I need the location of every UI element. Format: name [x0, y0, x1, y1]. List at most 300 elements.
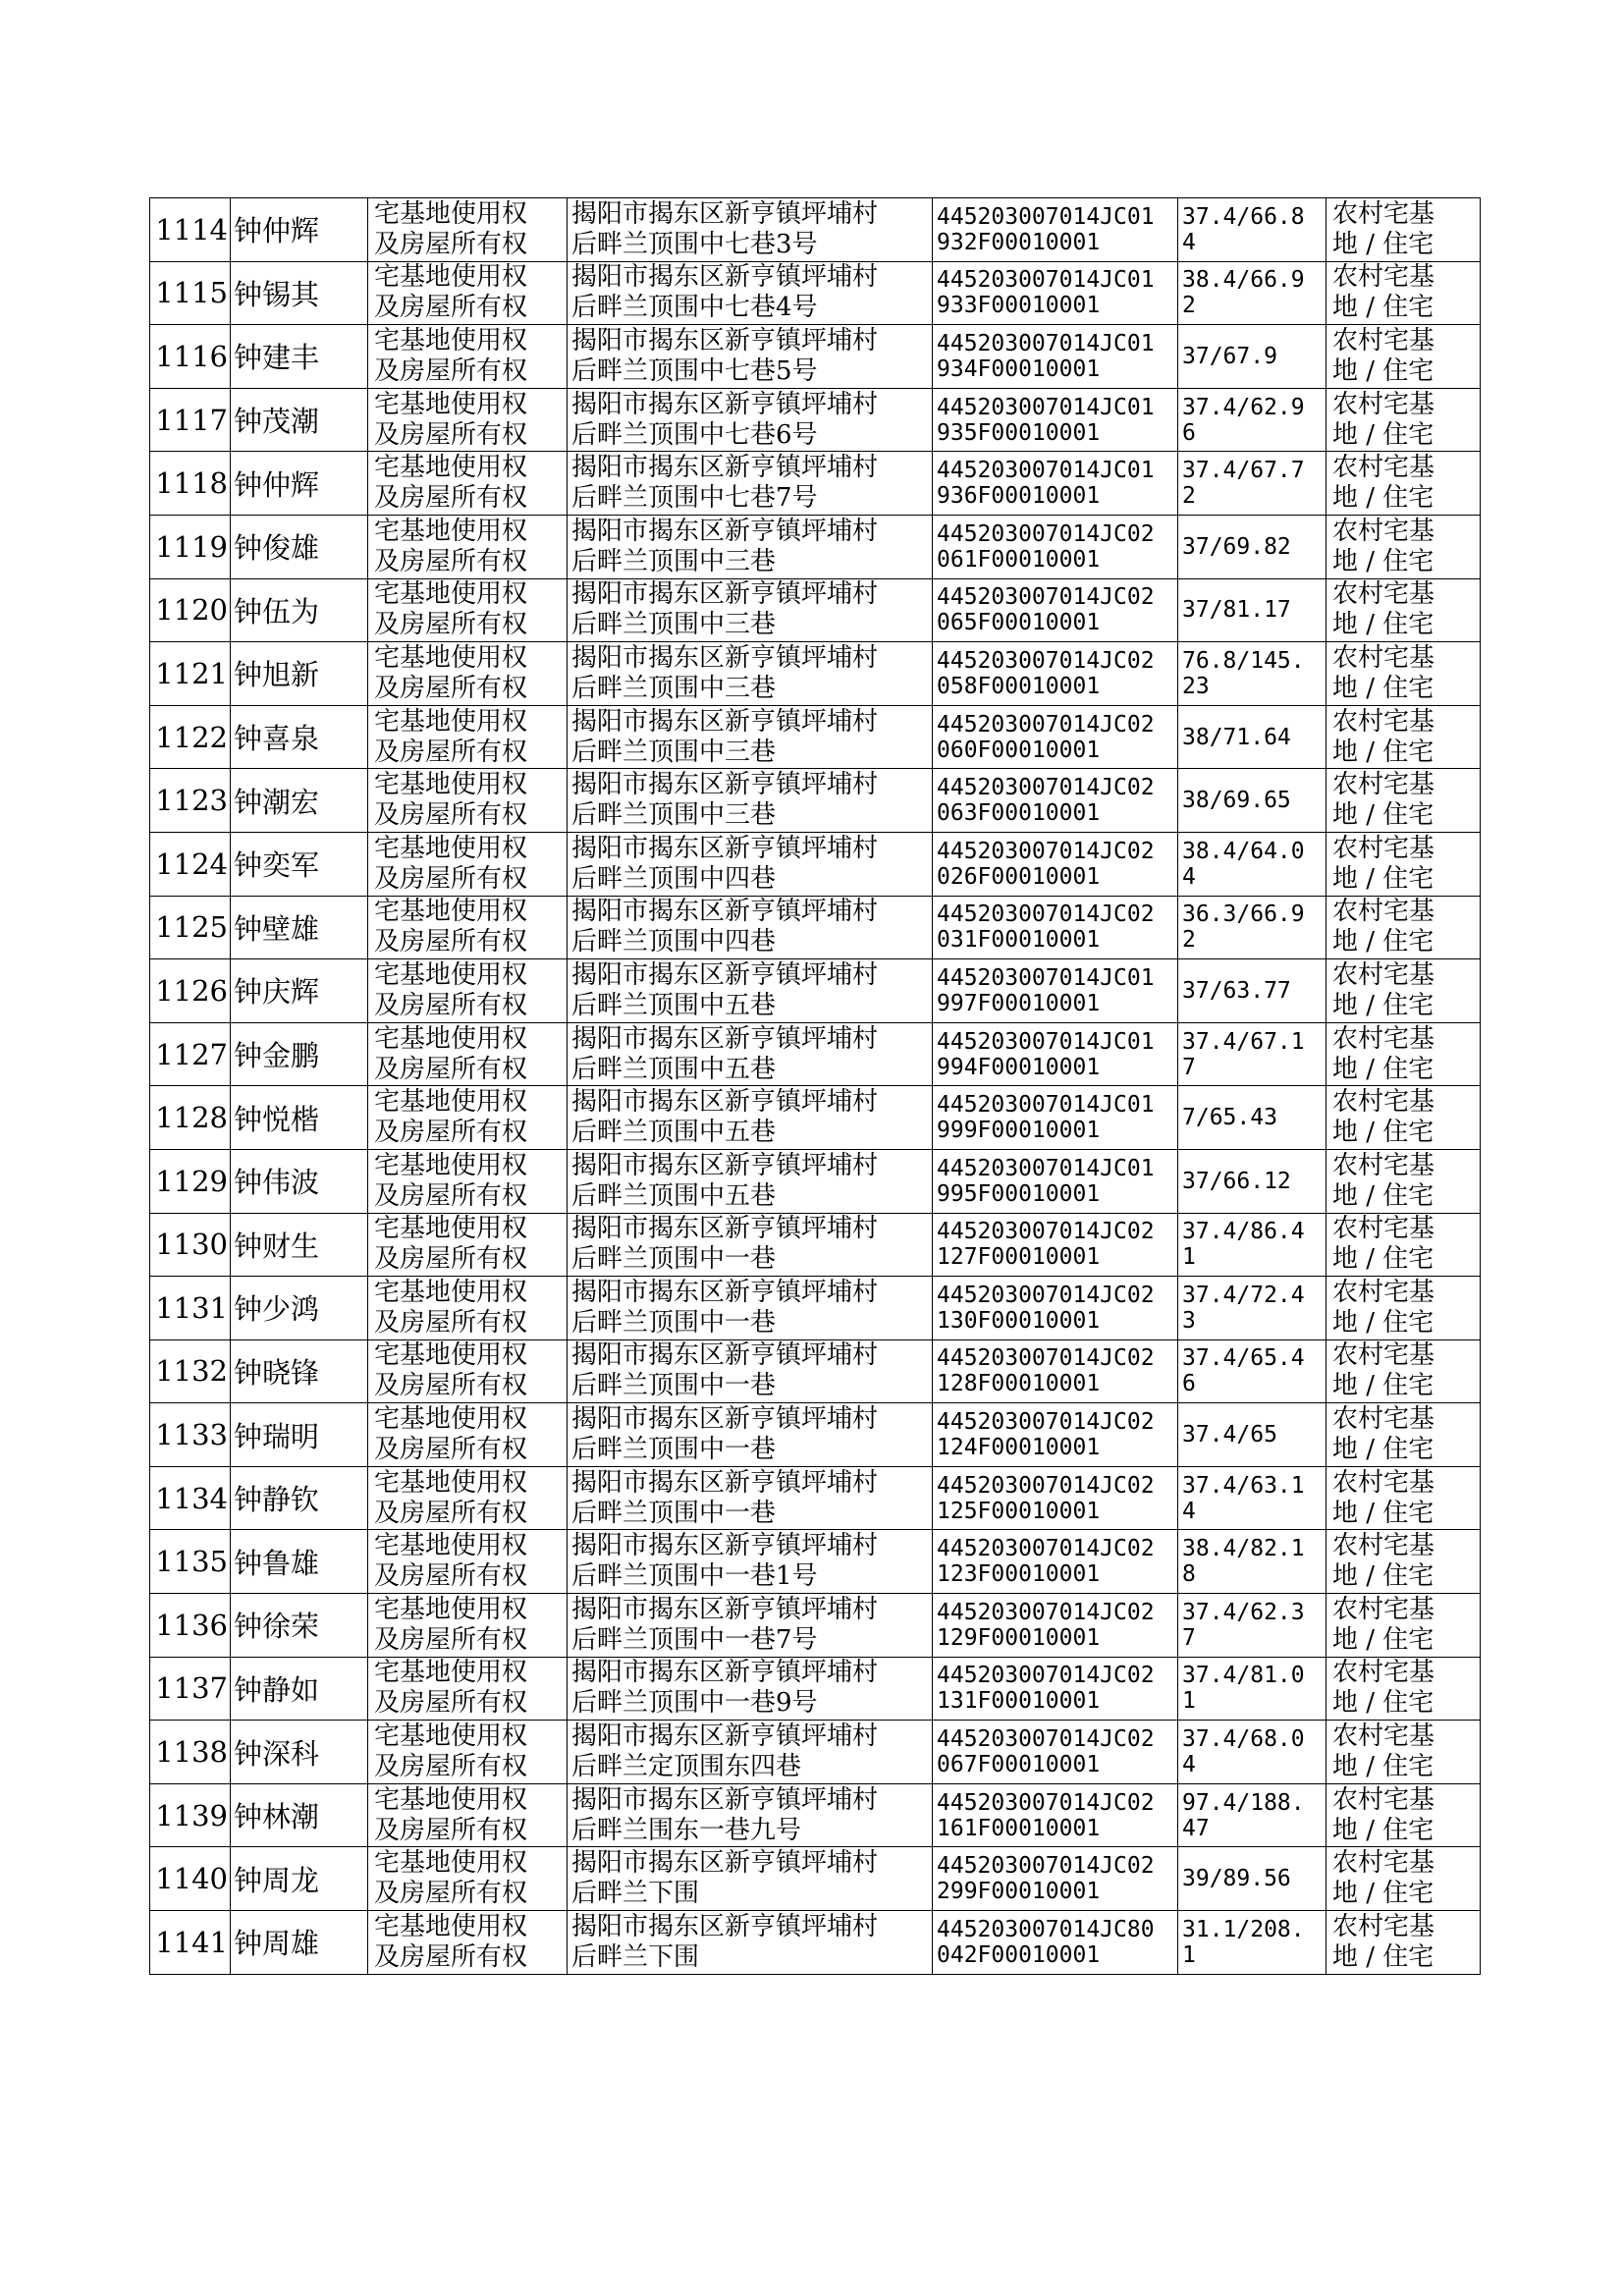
owner-name: 钟林潮 [231, 1783, 368, 1847]
right-type-line: 宅基地使用权 [374, 1911, 528, 1941]
area-cell [1178, 325, 1326, 389]
address-line: 后畔兰顶围中一巷 [571, 1498, 777, 1528]
right-type-line: 及房屋所有权 [374, 610, 528, 640]
address-line: 后畔兰顶围中七巷5号 [571, 355, 818, 386]
unit-number-line: 445203007014JC02 [937, 1599, 1155, 1625]
unit-number-line: 031F00010001 [937, 927, 1101, 954]
unit-number-cell [933, 896, 1178, 959]
address-line: 揭阳市揭东区新亨镇坪埔村 [571, 1087, 879, 1118]
table-row [150, 642, 1481, 706]
area-line: 2 [1182, 483, 1196, 510]
right-type-line: 宅基地使用权 [374, 1658, 528, 1688]
unit-number-cell [933, 1721, 1178, 1784]
address-line: 揭阳市揭东区新亨镇坪埔村 [571, 1023, 879, 1054]
right-type-line: 宅基地使用权 [374, 1721, 528, 1752]
right-type-line: 及房屋所有权 [374, 673, 528, 703]
row-number: 1140 [150, 1847, 231, 1911]
area-line: 39/89.56 [1182, 1866, 1291, 1892]
area-line: 38.4/66.9 [1182, 267, 1305, 294]
right-type-line: 宅基地使用权 [374, 1214, 528, 1244]
right-type-line: 宅基地使用权 [374, 325, 528, 355]
land-use-cell [1326, 1213, 1481, 1277]
address-cell [568, 1911, 933, 1975]
address-cell [568, 1530, 933, 1594]
table-row [150, 769, 1481, 833]
table-row [150, 1847, 1481, 1911]
area-line: 37.4/63.1 [1182, 1472, 1305, 1499]
address-cell [568, 1339, 933, 1403]
land-use-line: 农村宅基 [1332, 959, 1435, 990]
unit-number-line: 058F00010001 [937, 673, 1101, 699]
right-type-cell [368, 578, 568, 642]
land-use-line: 农村宅基 [1332, 1784, 1435, 1815]
area-cell [1178, 1403, 1326, 1467]
owner-name: 钟俊雄 [231, 515, 368, 578]
land-use-cell [1326, 1783, 1481, 1847]
land-use-line: 地 / 住宅 [1332, 419, 1435, 450]
unit-number-cell [933, 832, 1178, 896]
address-cell [568, 1466, 933, 1530]
address-line: 后畔兰顶围中一巷 [571, 1371, 777, 1401]
owner-name: 钟锡其 [231, 261, 368, 325]
row-number: 1126 [150, 959, 231, 1023]
table-row [150, 261, 1481, 325]
land-use-line: 农村宅基 [1332, 1404, 1435, 1435]
area-cell [1178, 896, 1326, 959]
address-line: 后畔兰顶围中五巷 [571, 1054, 777, 1084]
address-line: 后畔兰顶围中三巷 [571, 546, 777, 576]
unit-number-cell [933, 1847, 1178, 1911]
right-type-cell [368, 325, 568, 389]
area-line: 7/65.43 [1182, 1105, 1277, 1131]
unit-number-line: 445203007014JC02 [937, 1282, 1155, 1308]
right-type-line: 宅基地使用权 [374, 262, 528, 293]
right-type-line: 及房屋所有权 [374, 1435, 528, 1465]
unit-number-line: 999F00010001 [937, 1118, 1101, 1144]
area-cell [1178, 1277, 1326, 1340]
unit-number-line: 445203007014JC02 [937, 1472, 1155, 1499]
row-number: 1130 [150, 1213, 231, 1277]
address-cell [568, 705, 933, 769]
address-line: 后畔兰定顶围东四巷 [571, 1752, 802, 1782]
right-type-line: 宅基地使用权 [374, 706, 528, 737]
address-cell [568, 769, 933, 833]
address-cell [568, 1403, 933, 1467]
right-type-line: 宅基地使用权 [374, 959, 528, 990]
owner-name: 钟瑞明 [231, 1403, 368, 1467]
table-row [150, 832, 1481, 896]
land-use-line: 地 / 住宅 [1332, 1879, 1435, 1909]
unit-number-line: 445203007014JC02 [937, 1536, 1155, 1562]
unit-number-line: 445203007014JC02 [937, 902, 1155, 928]
right-type-line: 及房屋所有权 [374, 1054, 528, 1084]
right-type-cell [368, 705, 568, 769]
land-use-line: 地 / 住宅 [1332, 1180, 1435, 1211]
address-line: 揭阳市揭东区新亨镇坪埔村 [571, 642, 879, 673]
area-line: 7 [1182, 1624, 1196, 1651]
right-type-cell [368, 1149, 568, 1213]
right-type-cell [368, 1721, 568, 1784]
area-line: 36.3/66.9 [1182, 902, 1305, 928]
owner-name: 钟悦楷 [231, 1086, 368, 1150]
table-row [150, 578, 1481, 642]
unit-number-line: 299F00010001 [937, 1879, 1101, 1905]
owner-name: 钟伟波 [231, 1149, 368, 1213]
area-line: 37/63.77 [1182, 977, 1291, 1004]
unit-number-cell [933, 959, 1178, 1023]
land-use-cell [1326, 578, 1481, 642]
address-cell [568, 1149, 933, 1213]
area-cell [1178, 515, 1326, 578]
area-line: 37.4/65.4 [1182, 1345, 1305, 1372]
address-cell [568, 1022, 933, 1086]
owner-name: 钟周龙 [231, 1847, 368, 1911]
land-use-line: 地 / 住宅 [1332, 610, 1435, 640]
table-row [150, 896, 1481, 959]
right-type-line: 及房屋所有权 [374, 990, 528, 1020]
land-use-line: 农村宅基 [1332, 516, 1435, 546]
right-type-line: 宅基地使用权 [374, 453, 528, 483]
address-cell [568, 388, 933, 452]
area-line: 1 [1182, 1688, 1196, 1715]
right-type-cell [368, 1657, 568, 1721]
address-line: 后畔兰顶围中三巷 [571, 737, 777, 767]
right-type-line: 及房屋所有权 [374, 737, 528, 767]
area-cell [1178, 1339, 1326, 1403]
area-cell [1178, 1022, 1326, 1086]
right-type-line: 宅基地使用权 [374, 1087, 528, 1118]
row-number: 1137 [150, 1657, 231, 1721]
unit-number-cell [933, 388, 1178, 452]
area-cell [1178, 452, 1326, 516]
right-type-cell [368, 1466, 568, 1530]
address-cell [568, 325, 933, 389]
unit-number-line: 445203007014JC02 [937, 1409, 1155, 1436]
unit-number-cell [933, 1530, 1178, 1594]
land-use-line: 地 / 住宅 [1332, 1054, 1435, 1084]
unit-number-line: 445203007014JC02 [937, 1345, 1155, 1372]
address-line: 后畔兰顶围中七巷7号 [571, 483, 818, 514]
unit-number-line: 445203007014JC01 [937, 1155, 1155, 1181]
right-type-cell [368, 1530, 568, 1594]
land-use-cell [1326, 1149, 1481, 1213]
right-type-line: 及房屋所有权 [374, 1244, 528, 1275]
address-cell [568, 578, 933, 642]
right-type-line: 宅基地使用权 [374, 1277, 528, 1307]
owner-name: 钟奕军 [231, 832, 368, 896]
row-number: 1125 [150, 896, 231, 959]
row-number: 1136 [150, 1594, 231, 1658]
right-type-cell [368, 1022, 568, 1086]
table-row [150, 959, 1481, 1023]
area-cell [1178, 705, 1326, 769]
land-use-line: 农村宅基 [1332, 1721, 1435, 1752]
right-type-line: 宅基地使用权 [374, 516, 528, 546]
area-cell [1178, 578, 1326, 642]
address-line: 揭阳市揭东区新亨镇坪埔村 [571, 1848, 879, 1879]
land-use-line: 农村宅基 [1332, 1848, 1435, 1879]
right-type-line: 宅基地使用权 [374, 897, 528, 927]
unit-number-line: 131F00010001 [937, 1688, 1101, 1715]
area-cell [1178, 1721, 1326, 1784]
owner-name: 钟茂潮 [231, 388, 368, 452]
land-use-line: 地 / 住宅 [1332, 293, 1435, 323]
unit-number-line: 042F00010001 [937, 1941, 1101, 1968]
address-line: 后畔兰顶围中一巷 [571, 1244, 777, 1275]
unit-number-line: 445203007014JC02 [937, 775, 1155, 801]
right-type-cell [368, 1783, 568, 1847]
address-line: 后畔兰顶围中四巷 [571, 927, 777, 957]
land-use-line: 地 / 住宅 [1332, 546, 1435, 576]
right-type-cell [368, 198, 568, 262]
unit-number-line: 997F00010001 [937, 990, 1101, 1016]
unit-number-cell [933, 578, 1178, 642]
land-use-line: 农村宅基 [1332, 706, 1435, 737]
owner-name: 钟周雄 [231, 1911, 368, 1975]
address-line: 揭阳市揭东区新亨镇坪埔村 [571, 1658, 879, 1688]
unit-number-cell [933, 325, 1178, 389]
unit-number-line: 933F00010001 [937, 293, 1101, 319]
row-number: 1134 [150, 1466, 231, 1530]
address-line: 揭阳市揭东区新亨镇坪埔村 [571, 1340, 879, 1371]
unit-number-line: 445203007014JC01 [937, 203, 1155, 230]
address-line: 揭阳市揭东区新亨镇坪埔村 [571, 262, 879, 293]
address-line: 后畔兰顶围中五巷 [571, 990, 777, 1020]
area-line: 37.4/68.0 [1182, 1726, 1305, 1753]
row-number: 1114 [150, 198, 231, 262]
unit-number-line: 445203007014JC02 [937, 711, 1155, 738]
right-type-line: 及房屋所有权 [374, 546, 528, 576]
right-type-line: 宅基地使用权 [374, 642, 528, 673]
right-type-line: 及房屋所有权 [374, 1118, 528, 1148]
table-row [150, 1530, 1481, 1594]
row-number: 1132 [150, 1339, 231, 1403]
unit-number-line: 026F00010001 [937, 863, 1101, 890]
area-line: 6 [1182, 1371, 1196, 1397]
unit-number-cell [933, 1022, 1178, 1086]
land-use-cell [1326, 642, 1481, 706]
address-line: 后畔兰顶围中七巷4号 [571, 293, 818, 323]
right-type-cell [368, 1403, 568, 1467]
unit-number-line: 934F00010001 [937, 355, 1101, 382]
right-type-cell [368, 1911, 568, 1975]
unit-number-cell [933, 198, 1178, 262]
unit-number-line: 128F00010001 [937, 1371, 1101, 1397]
address-cell [568, 1213, 933, 1277]
table-row [150, 1022, 1481, 1086]
right-type-line: 及房屋所有权 [374, 1371, 528, 1401]
area-line: 37/81.17 [1182, 597, 1291, 624]
table-row [150, 325, 1481, 389]
owner-name: 钟少鸿 [231, 1277, 368, 1340]
right-type-cell [368, 515, 568, 578]
table-row [150, 1657, 1481, 1721]
right-type-cell [368, 832, 568, 896]
area-line: 2 [1182, 927, 1196, 954]
address-cell [568, 1847, 933, 1911]
land-use-line: 农村宅基 [1332, 325, 1435, 355]
area-line: 38.4/64.0 [1182, 838, 1305, 864]
land-use-line: 地 / 住宅 [1332, 1941, 1435, 1972]
land-use-line: 农村宅基 [1332, 262, 1435, 293]
land-use-cell [1326, 1277, 1481, 1340]
address-cell [568, 1721, 933, 1784]
address-cell [568, 1783, 933, 1847]
land-use-line: 地 / 住宅 [1332, 800, 1435, 831]
unit-number-cell [933, 1086, 1178, 1150]
land-use-cell [1326, 1403, 1481, 1467]
unit-number-cell [933, 1657, 1178, 1721]
unit-number-line: 445203007014JC02 [937, 1663, 1155, 1689]
right-type-line: 宅基地使用权 [374, 1404, 528, 1435]
owner-name: 钟喜泉 [231, 705, 368, 769]
table-row [150, 1721, 1481, 1784]
land-use-line: 农村宅基 [1332, 897, 1435, 927]
unit-number-line: 067F00010001 [937, 1752, 1101, 1778]
address-cell [568, 198, 933, 262]
address-line: 后畔兰顶围中一巷9号 [571, 1688, 818, 1719]
right-type-line: 宅基地使用权 [374, 1848, 528, 1879]
address-line: 揭阳市揭东区新亨镇坪埔村 [571, 1404, 879, 1435]
owner-name: 钟壁雄 [231, 896, 368, 959]
area-line: 1 [1182, 1244, 1196, 1271]
unit-number-cell [933, 642, 1178, 706]
area-cell [1178, 1149, 1326, 1213]
unit-number-line: 129F00010001 [937, 1624, 1101, 1651]
address-line: 揭阳市揭东区新亨镇坪埔村 [571, 1467, 879, 1498]
right-type-line: 及房屋所有权 [374, 1688, 528, 1719]
right-type-line: 及房屋所有权 [374, 355, 528, 386]
land-use-cell [1326, 1339, 1481, 1403]
address-line: 揭阳市揭东区新亨镇坪埔村 [571, 770, 879, 800]
land-use-line: 农村宅基 [1332, 770, 1435, 800]
area-line: 31.1/208. [1182, 1916, 1305, 1942]
address-line: 揭阳市揭东区新亨镇坪埔村 [571, 516, 879, 546]
row-number: 1131 [150, 1277, 231, 1340]
owner-name: 钟晓锋 [231, 1339, 368, 1403]
unit-number-line: 063F00010001 [937, 800, 1101, 827]
land-use-line: 农村宅基 [1332, 833, 1435, 863]
owner-name: 钟金鹏 [231, 1022, 368, 1086]
area-line: 4 [1182, 863, 1196, 890]
right-type-line: 及房屋所有权 [374, 927, 528, 957]
right-type-line: 及房屋所有权 [374, 483, 528, 514]
area-line: 37/67.9 [1182, 343, 1277, 369]
table-row [150, 1277, 1481, 1340]
area-cell [1178, 1847, 1326, 1911]
land-use-line: 地 / 住宅 [1332, 1371, 1435, 1401]
unit-number-line: 445203007014JC01 [937, 267, 1155, 294]
area-line: 37/69.82 [1182, 533, 1291, 560]
area-line: 6 [1182, 419, 1196, 446]
address-line: 后畔兰顶围中七巷3号 [571, 229, 818, 259]
row-number: 1119 [150, 515, 231, 578]
unit-number-line: 445203007014JC02 [937, 584, 1155, 611]
address-line: 揭阳市揭东区新亨镇坪埔村 [571, 833, 879, 863]
unit-number-cell [933, 1213, 1178, 1277]
address-line: 后畔兰顶围中七巷6号 [571, 419, 818, 450]
land-use-line: 农村宅基 [1332, 389, 1435, 419]
area-line: 38/69.65 [1182, 788, 1291, 814]
area-cell [1178, 1086, 1326, 1150]
unit-number-line: 127F00010001 [937, 1244, 1101, 1271]
unit-number-line: 445203007014JC02 [937, 1853, 1155, 1880]
area-line: 37.4/62.9 [1182, 394, 1305, 420]
land-use-cell [1326, 388, 1481, 452]
land-use-line: 地 / 住宅 [1332, 1435, 1435, 1465]
right-type-line: 宅基地使用权 [374, 833, 528, 863]
address-line: 揭阳市揭东区新亨镇坪埔村 [571, 1531, 879, 1561]
land-use-cell [1326, 1530, 1481, 1594]
area-cell [1178, 1594, 1326, 1658]
right-type-line: 及房屋所有权 [374, 1879, 528, 1909]
address-cell [568, 959, 933, 1023]
land-use-line: 地 / 住宅 [1332, 990, 1435, 1020]
land-use-line: 农村宅基 [1332, 642, 1435, 673]
address-cell [568, 642, 933, 706]
address-line: 揭阳市揭东区新亨镇坪埔村 [571, 1594, 879, 1624]
land-use-line: 地 / 住宅 [1332, 229, 1435, 259]
land-use-line: 地 / 住宅 [1332, 1752, 1435, 1782]
right-type-line: 及房屋所有权 [374, 800, 528, 831]
table-row [150, 1086, 1481, 1150]
unit-number-line: 161F00010001 [937, 1815, 1101, 1841]
row-number: 1124 [150, 832, 231, 896]
unit-number-line: 445203007014JC80 [937, 1916, 1155, 1942]
area-line: 4 [1182, 229, 1196, 255]
row-number: 1135 [150, 1530, 231, 1594]
owner-name: 钟仲辉 [231, 198, 368, 262]
table-row [150, 515, 1481, 578]
address-cell [568, 261, 933, 325]
unit-number-line: 125F00010001 [937, 1498, 1101, 1524]
land-use-line: 地 / 住宅 [1332, 1815, 1435, 1845]
area-cell [1178, 1657, 1326, 1721]
right-type-line: 宅基地使用权 [374, 579, 528, 610]
land-use-line: 农村宅基 [1332, 1467, 1435, 1498]
right-type-cell [368, 1213, 568, 1277]
land-use-line: 地 / 住宅 [1332, 1118, 1435, 1148]
right-type-line: 及房屋所有权 [374, 1752, 528, 1782]
area-line: 1 [1182, 1941, 1196, 1968]
right-type-line: 宅基地使用权 [374, 1784, 528, 1815]
area-line: 38.4/82.1 [1182, 1536, 1305, 1562]
land-use-line: 农村宅基 [1332, 1277, 1435, 1307]
unit-number-line: 060F00010001 [937, 737, 1101, 763]
area-line: 4 [1182, 1498, 1196, 1524]
unit-number-line: 445203007014JC01 [937, 330, 1155, 356]
right-type-line: 宅基地使用权 [374, 770, 528, 800]
land-use-cell [1326, 1594, 1481, 1658]
right-type-line: 及房屋所有权 [374, 1498, 528, 1528]
area-line: 37.4/86.4 [1182, 1219, 1305, 1245]
unit-number-line: 445203007014JC01 [937, 1028, 1155, 1055]
area-line: 8 [1182, 1561, 1196, 1588]
right-type-cell [368, 959, 568, 1023]
area-cell [1178, 959, 1326, 1023]
owner-name: 钟庆辉 [231, 959, 368, 1023]
unit-number-line: 445203007014JC01 [937, 394, 1155, 420]
unit-number-cell [933, 1403, 1178, 1467]
land-use-line: 地 / 住宅 [1332, 1307, 1435, 1338]
address-cell [568, 1594, 933, 1658]
land-use-cell [1326, 832, 1481, 896]
row-number: 1121 [150, 642, 231, 706]
unit-number-line: 932F00010001 [937, 229, 1101, 255]
unit-number-line: 123F00010001 [937, 1561, 1101, 1588]
land-use-cell [1326, 1022, 1481, 1086]
land-use-line: 地 / 住宅 [1332, 355, 1435, 386]
